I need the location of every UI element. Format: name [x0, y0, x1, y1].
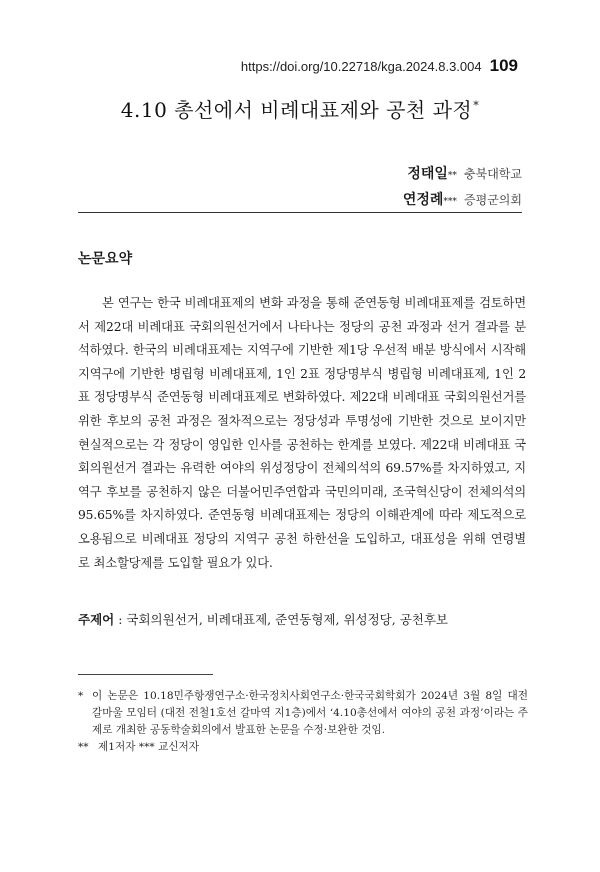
author-2 [403, 188, 522, 214]
divider-rule [78, 212, 522, 213]
paper-title-text: 4.10 총선에서 비례대표제와 공천 과정 [120, 98, 473, 122]
author-mark: ** [447, 171, 457, 181]
title-footnote-mark: * [473, 99, 480, 113]
author-mark: *** [443, 197, 457, 207]
author-affiliation: 충북대학교 [464, 167, 522, 181]
footnotes [78, 688, 528, 756]
abstract-body: 본 연구는 한국 비례대표제의 변화 과정을 통해 준연동형 비례대표제를 검토하면서 제22대 비례대표 국회의원선거에서 나타나는 정당의 공천 과정과 선거 결과를 분석하였다. 한국의 비례대표제는 지역구에 기반한 제1당 우선적 배분 방식에서 시작해 지역구에 기반한 병립형 비례대표제, 1인 2표 정당명부식 병립형 비례대표제, 1인 2표 정당명부식 준연동형 비례대표제로 변화하였다. 제22대 비례대표 국회의원선거를 위한 후보의 공천 과정은 절차적으로는 정당성과 투명성에 기반한 것으로 보이지만 현실적으로는 각 정당이 영입한 인사를 공천하는 한계를 보였다. 제22대 비례대표 국회의원선거 결과는 유력한 여야의 위성정당이 전체의석의 69.57%를 차지하였고, 지역구 후보를 공천하지 않은 더불어민주연합과 국민의미래, 조국혁신당이 전체의석의 95.65%를 차지하였다. 준연동형 비례대표제는 정당의 이해관계에 따라 제도적으로 오용됨으로 비례대표 정당의 지역구 공천 하한선을 도입하고, 대표성을 위해 연령별로 최소할당제를 도입할 필요가 있다. [78, 296, 526, 570]
keywords-line [78, 610, 526, 628]
keywords-separator: : [114, 612, 127, 627]
footnote-divider [78, 674, 213, 675]
author-name: 연정례 [402, 192, 444, 208]
doi-link[interactable]: https://doi.org/10.22718/kga.2024.8.3.004 [240, 59, 482, 74]
keywords-label: 주제어 [78, 613, 115, 627]
footnote-mark: ** [78, 741, 89, 753]
author-name: 정태일 [407, 166, 448, 182]
footnote [78, 739, 528, 756]
footnote-mark: * [78, 690, 84, 702]
author-affiliation: 증평군의회 [464, 193, 522, 207]
footnote-text: 제1저자 *** 교신저자 [98, 741, 199, 753]
keywords-text: 국회의원선거, 비례대표제, 준연동형제, 위성정당, 공천후보 [126, 612, 448, 627]
running-header [241, 56, 518, 76]
author-block [403, 162, 522, 214]
paper-title [0, 94, 600, 123]
page-number: 109 [489, 56, 518, 75]
footnote [78, 688, 528, 739]
abstract-heading: 논문요약 [78, 251, 133, 267]
author-1 [403, 162, 522, 188]
footnote-text: 이 논문은 10.18민주항쟁연구소·한국정치사회연구소·한국국회학회가 2024년 3월 8일 대전 갈마울 모임터 (대전 전철1호선 갈마역 지1층)에서 ‘4.10총선에서 여야의 공천 과정’이라는 주제로 개최한 공동학술회의에서 발표한 논문을 수정·보완한 것임. [92, 690, 528, 736]
